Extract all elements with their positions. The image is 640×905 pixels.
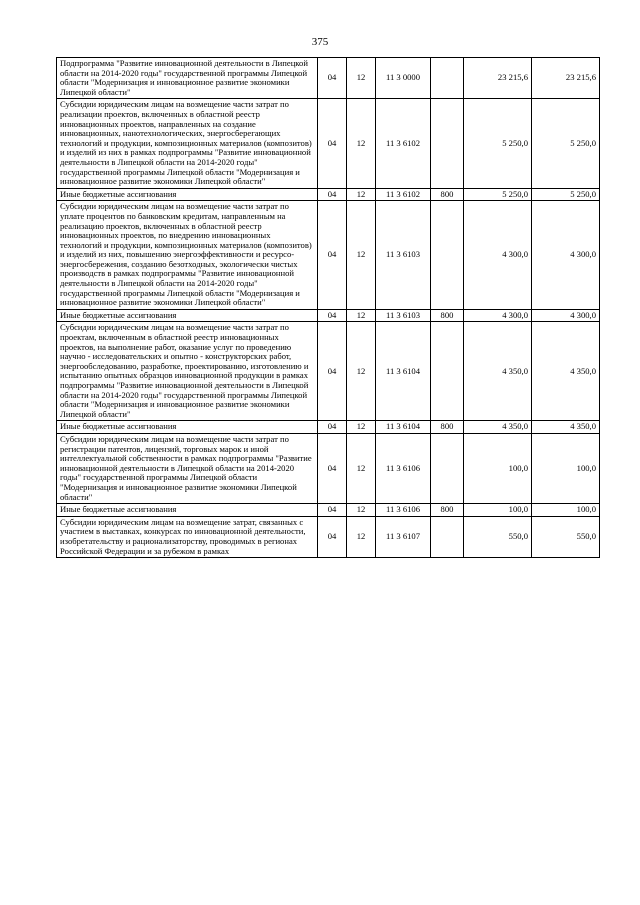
table-row — [57, 99, 600, 188]
row-description: Иные бюджетные ассигнования — [57, 421, 318, 434]
subsection-code: 12 — [347, 58, 376, 99]
amount-year-1: 5 250,0 — [464, 188, 532, 201]
subsection-code: 12 — [347, 201, 376, 310]
budget-table-body — [57, 58, 600, 558]
amount-year-1: 100,0 — [464, 433, 532, 503]
expense-type-code — [431, 322, 464, 421]
subsection-code: 12 — [347, 99, 376, 188]
table-row — [57, 188, 600, 201]
expense-type-code — [431, 516, 464, 557]
section-code: 04 — [318, 58, 347, 99]
expense-type-code — [431, 58, 464, 99]
amount-year-1: 5 250,0 — [464, 99, 532, 188]
amount-year-2: 100,0 — [532, 433, 600, 503]
section-code: 04 — [318, 516, 347, 557]
row-description: Субсидии юридическим лицам на возмещение части затрат по реализации проектов, включенных в областной реестр инновационных проектов, направленных на создание инновационных, нанотехнологических, энергосберегающих технологий и продукции, композиционных материалов (композитов) и изделий из них в рамках подпрограммы "Развитие инновационной деятельности в Липецкой области на 2014-2020 годы" государственной программы Липецкой области "Модернизация и инновационное развитие экономики Липецкой области" — [57, 99, 318, 188]
amount-year-1: 4 350,0 — [464, 421, 532, 434]
row-description: Субсидии юридическим лицам на возмещение части затрат по проектам, включенным в областной реестр инновационных проектов, на выполнение работ, оказание услуг по проведению научно - исследовательских и опытно - конструкторских работ, энергообследованию, разработке, проектированию, изготовлению и испытанию опытных образцов инновационной продукции в рамках подпрограммы "Развитие инновационной деятельности в Липецкой области на 2014-2020 годы" государственной программы Липецкой области "Модернизация и инновационное развитие экономики Липецкой области" — [57, 322, 318, 421]
table-row — [57, 322, 600, 421]
expense-type-code: 800 — [431, 188, 464, 201]
section-code: 04 — [318, 309, 347, 322]
expense-type-code — [431, 201, 464, 310]
expense-type-code: 800 — [431, 421, 464, 434]
row-description: Иные бюджетные ассигнования — [57, 504, 318, 517]
target-article-code: 11 3 0000 — [376, 58, 431, 99]
amount-year-2: 4 350,0 — [532, 322, 600, 421]
amount-year-2: 100,0 — [532, 504, 600, 517]
target-article-code: 11 3 6102 — [376, 188, 431, 201]
amount-year-2: 4 300,0 — [532, 201, 600, 310]
subsection-code: 12 — [347, 504, 376, 517]
amount-year-2: 550,0 — [532, 516, 600, 557]
target-article-code: 11 3 6102 — [376, 99, 431, 188]
section-code: 04 — [318, 99, 347, 188]
target-article-code: 11 3 6106 — [376, 504, 431, 517]
row-description: Иные бюджетные ассигнования — [57, 188, 318, 201]
page-number: 375 — [311, 36, 329, 48]
target-article-code: 11 3 6104 — [376, 322, 431, 421]
row-description: Подпрограмма "Развитие инновационной деятельности в Липецкой области на 2014-2020 годы" государственной программы Липецкой области "Модернизация и инновационное развитие экономики Липецкой области" — [57, 58, 318, 99]
section-code: 04 — [318, 201, 347, 310]
table-row — [57, 201, 600, 310]
subsection-code: 12 — [347, 309, 376, 322]
row-description: Иные бюджетные ассигнования — [57, 309, 318, 322]
amount-year-1: 4 350,0 — [464, 322, 532, 421]
amount-year-1: 100,0 — [464, 504, 532, 517]
amount-year-1: 4 300,0 — [464, 201, 532, 310]
amount-year-2: 5 250,0 — [532, 99, 600, 188]
section-code: 04 — [318, 188, 347, 201]
table-row — [57, 58, 600, 99]
section-code: 04 — [318, 421, 347, 434]
table-row — [57, 504, 600, 517]
amount-year-2: 4 300,0 — [532, 309, 600, 322]
subsection-code: 12 — [347, 322, 376, 421]
target-article-code: 11 3 6106 — [376, 433, 431, 503]
expense-type-code — [431, 99, 464, 188]
target-article-code: 11 3 6104 — [376, 421, 431, 434]
table-row — [57, 421, 600, 434]
target-article-code: 11 3 6107 — [376, 516, 431, 557]
target-article-code: 11 3 6103 — [376, 309, 431, 322]
table-row — [57, 433, 600, 503]
section-code: 04 — [318, 322, 347, 421]
amount-year-1: 23 215,6 — [464, 58, 532, 99]
subsection-code: 12 — [347, 421, 376, 434]
subsection-code: 12 — [347, 188, 376, 201]
amount-year-2: 23 215,6 — [532, 58, 600, 99]
expense-type-code: 800 — [431, 504, 464, 517]
amount-year-2: 4 350,0 — [532, 421, 600, 434]
row-description: Субсидии юридическим лицам на возмещение части затрат по уплате процентов по банковским кредитам, направленным на реализацию проектов, включенных в областной реестр инновационных проектов, по внедрению инновационных технологий и продукции, композиционных материалов (композитов) и изделий из них, повышению энергоэффективности и ресурсо-энергосбережения, созданию безотходных, экологически чистых производств в рамках подпрограммы "Развитие инновационной деятельности в Липецкой области на 2014-2020 годы" государственной программы Липецкой области "Модернизация и инновационное развитие экономики Липецкой области" — [57, 201, 318, 310]
section-code: 04 — [318, 504, 347, 517]
budget-table — [56, 57, 600, 558]
amount-year-2: 5 250,0 — [532, 188, 600, 201]
expense-type-code: 800 — [431, 309, 464, 322]
amount-year-1: 550,0 — [464, 516, 532, 557]
expense-type-code — [431, 433, 464, 503]
amount-year-1: 4 300,0 — [464, 309, 532, 322]
subsection-code: 12 — [347, 433, 376, 503]
table-row — [57, 516, 600, 557]
subsection-code: 12 — [347, 516, 376, 557]
table-row — [57, 309, 600, 322]
row-description: Субсидии юридическим лицам на возмещение затрат, связанных с участием в выставках, конкурсах по инновационной деятельности, изобретательству и рационализаторству, проводимых в регионах Российской Федерации и за рубежом в рамках — [57, 516, 318, 557]
row-description: Субсидии юридическим лицам на возмещение части затрат по регистрации патентов, лицензий, торговых марок и иной интеллектуальной собственности в рамках подпрограммы "Развитие инновационной деятельности в Липецкой области на 2014-2020 годы" государственной программы Липецкой области "Модернизация и инновационное развитие экономики Липецкой области" — [57, 433, 318, 503]
target-article-code: 11 3 6103 — [376, 201, 431, 310]
section-code: 04 — [318, 433, 347, 503]
